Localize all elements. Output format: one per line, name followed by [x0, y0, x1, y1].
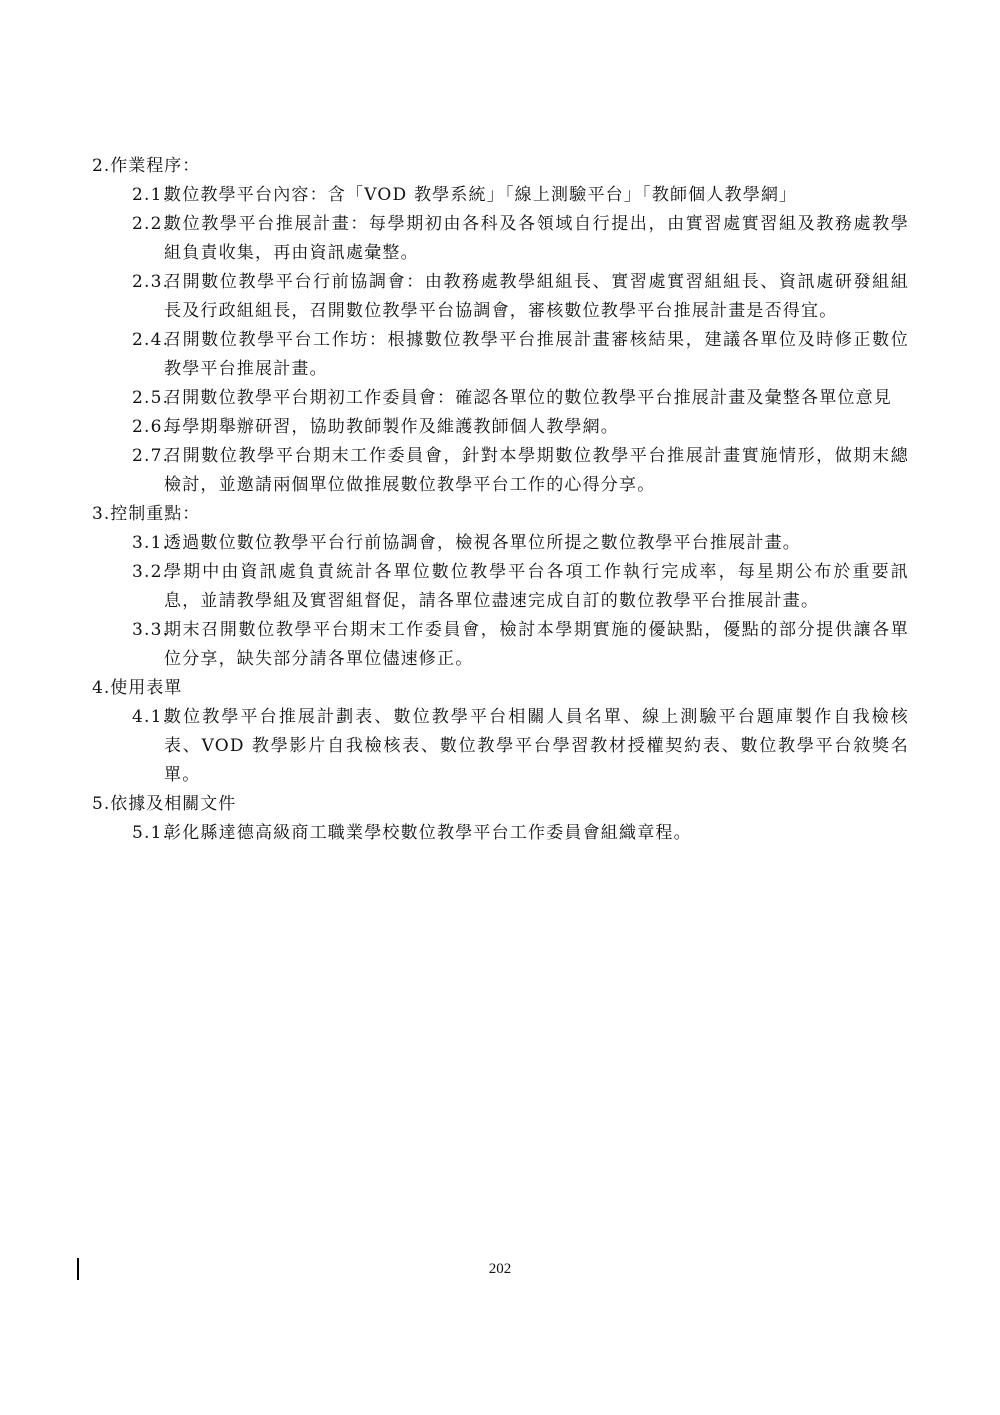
- list-item: [92, 819, 922, 848]
- list-item: [92, 268, 922, 326]
- item-text: 召開數位教學平台行前協調會：由教務處教學組組長、實習處實習組組長、資訊處研發組組長及行政組組長，召開數位教學平台協調會，審核數位教學平台推展計畫是否得宜。: [164, 272, 909, 321]
- item-number: 5.1.: [132, 823, 170, 843]
- item-text: 彰化縣達德高級商工職業學校數位教學平台工作委員會組織章程。: [164, 823, 692, 843]
- list-item: [92, 413, 922, 442]
- item-number: 2.4.: [132, 330, 170, 350]
- section-references: [92, 790, 922, 848]
- item-number: 3.3.: [132, 620, 170, 640]
- list-item: [92, 181, 922, 210]
- section-procedure: [92, 152, 922, 500]
- list-item: [92, 558, 922, 616]
- item-number: 2.3.: [132, 272, 170, 292]
- item-text: 召開數位教學平台期初工作委員會：確認各單位的數位教學平台推展計畫及彙整各單位意見: [164, 388, 892, 408]
- section-control-points: [92, 500, 922, 674]
- list-item: [92, 326, 922, 384]
- document-body: [92, 152, 922, 848]
- item-number: 2.7.: [132, 446, 170, 466]
- list-item: [92, 384, 922, 413]
- item-number: 4.1.: [132, 707, 170, 727]
- item-number: 3.1.: [132, 533, 170, 553]
- item-number: 2.6.: [132, 417, 170, 437]
- item-text: 學期中由資訊處負責統計各單位數位教學平台各項工作執行完成率，每星期公布於重要訊息，並請教學組及實習組督促，請各單位盡速完成自訂的數位教學平台推展計畫。: [164, 562, 909, 611]
- item-number: 2.2.: [132, 214, 170, 234]
- list-item: [92, 442, 922, 500]
- section-title: 4.使用表單: [92, 678, 183, 698]
- item-text: 召開數位教學平台工作坊：根據數位教學平台推展計畫審核結果，建議各單位及時修正數位教學平台推展計畫。: [164, 330, 909, 379]
- item-number: 2.5.: [132, 388, 170, 408]
- section-title: 3.控制重點：: [92, 504, 201, 524]
- section-title: 2.作業程序：: [92, 156, 201, 176]
- list-item: [92, 703, 922, 790]
- item-text: 透過數位數位教學平台行前協調會，檢視各單位所提之數位教學平台推展計畫。: [164, 533, 801, 553]
- item-text: 數位教學平台內容：含「VOD 教學系統」「線上測驗平台」「教師個人教學網」: [164, 185, 798, 205]
- section-title: 5.依據及相關文件: [92, 794, 237, 814]
- page-number: 202: [488, 1261, 512, 1277]
- item-number: 2.1.: [132, 185, 170, 205]
- item-text: 每學期舉辦研習，協助教師製作及維護教師個人教學網。: [164, 417, 619, 437]
- list-item: [92, 529, 922, 558]
- item-text: 數位教學平台推展計畫：每學期初由各科及各領域自行提出，由實習處實習組及教務處教學組負責收集，再由資訊處彙整。: [164, 214, 909, 263]
- section-forms: [92, 674, 922, 790]
- list-item: [92, 210, 922, 268]
- list-item: [92, 616, 922, 674]
- item-number: 3.2.: [132, 562, 170, 582]
- item-text: 期末召開數位教學平台期末工作委員會，檢討本學期實施的優缺點，優點的部分提供讓各單位分享，缺失部分請各單位儘速修正。: [164, 620, 909, 669]
- item-text: 數位教學平台推展計劃表、數位教學平台相關人員名單、線上測驗平台題庫製作自我檢核表、VOD 教學影片自我檢核表、數位教學平台學習教材授權契約表、數位教學平台敘獎名單。: [164, 707, 909, 785]
- item-text: 召開數位教學平台期末工作委員會，針對本學期數位教學平台推展計畫實施情形，做期末總檢討，並邀請兩個單位做推展數位教學平台工作的心得分享。: [164, 446, 909, 495]
